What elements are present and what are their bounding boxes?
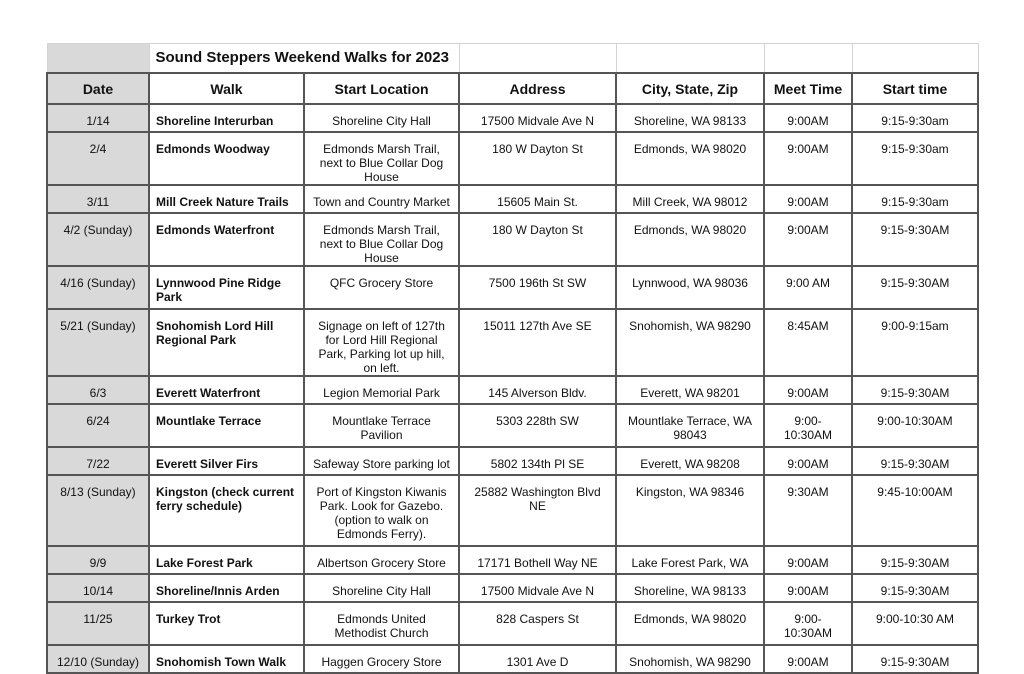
city-cell: Mill Creek, WA 98012: [616, 185, 764, 213]
table-row: [47, 266, 978, 309]
location-cell: Edmonds Marsh Trail, next to Blue Collar Dog House: [304, 132, 459, 185]
date-cell: 10/14: [47, 574, 149, 602]
table-row: [47, 132, 978, 185]
meet-time-cell: 9:00AM: [764, 185, 852, 213]
walk-cell: Lake Forest Park: [149, 546, 304, 574]
meet-time-cell: 9:00AM: [764, 546, 852, 574]
start-time-cell: 9:15-9:30AM: [852, 376, 978, 404]
table-row: [47, 645, 978, 673]
table-row: [47, 309, 978, 376]
walk-cell: Everett Silver Firs: [149, 447, 304, 475]
address-cell: 1301 Ave D: [459, 645, 616, 673]
city-cell: Kingston, WA 98346: [616, 475, 764, 546]
walk-cell: Mountlake Terrace: [149, 404, 304, 447]
title-blank-cell: [47, 44, 149, 74]
header-date: Date: [47, 73, 149, 104]
table-row: [47, 404, 978, 447]
title-blank-cell: [459, 44, 616, 74]
start-time-cell: 9:15-9:30AM: [852, 266, 978, 309]
location-cell: QFC Grocery Store: [304, 266, 459, 309]
address-cell: 5303 228th SW: [459, 404, 616, 447]
table-row: [47, 104, 978, 132]
date-cell: 11/25: [47, 602, 149, 645]
city-cell: Edmonds, WA 98020: [616, 213, 764, 266]
start-time-cell: 9:15-9:30AM: [852, 645, 978, 673]
walk-cell: Turkey Trot: [149, 602, 304, 645]
date-cell: 3/11: [47, 185, 149, 213]
city-cell: Edmonds, WA 98020: [616, 132, 764, 185]
address-cell: 180 W Dayton St: [459, 213, 616, 266]
title-blank-cell: [852, 44, 978, 74]
meet-time-cell: 9:00AM: [764, 213, 852, 266]
city-cell: Lake Forest Park, WA: [616, 546, 764, 574]
meet-time-cell: 9:00AM: [764, 574, 852, 602]
table-row: [47, 213, 978, 266]
walk-cell: Mill Creek Nature Trails: [149, 185, 304, 213]
meet-time-cell: 9:00AM: [764, 447, 852, 475]
city-cell: Edmonds, WA 98020: [616, 602, 764, 645]
date-cell: 6/3: [47, 376, 149, 404]
schedule-sheet: [46, 43, 977, 674]
address-cell: 25882 Washington Blvd NE: [459, 475, 616, 546]
date-cell: 5/21 (Sunday): [47, 309, 149, 376]
table-row: [47, 447, 978, 475]
location-cell: Edmonds Marsh Trail, next to Blue Collar Dog House: [304, 213, 459, 266]
location-cell: Shoreline City Hall: [304, 104, 459, 132]
page-title: Sound Steppers Weekend Walks for 2023: [149, 44, 459, 74]
meet-time-cell: 9:30AM: [764, 475, 852, 546]
location-cell: Town and Country Market: [304, 185, 459, 213]
address-cell: 17500 Midvale Ave N: [459, 104, 616, 132]
table-row: [47, 574, 978, 602]
location-cell: Shoreline City Hall: [304, 574, 459, 602]
walk-cell: Lynnwood Pine Ridge Park: [149, 266, 304, 309]
table-row: [47, 376, 978, 404]
location-cell: Legion Memorial Park: [304, 376, 459, 404]
meet-time-cell: 9:00AM: [764, 645, 852, 673]
city-cell: Snohomish, WA 98290: [616, 645, 764, 673]
header-meet-time: Meet Time: [764, 73, 852, 104]
table-row: [47, 185, 978, 213]
table-row: [47, 475, 978, 546]
header-row: [47, 73, 978, 104]
start-time-cell: 9:15-9:30AM: [852, 447, 978, 475]
table-row: [47, 602, 978, 645]
header-city-state-zip: City, State, Zip: [616, 73, 764, 104]
address-cell: 180 W Dayton St: [459, 132, 616, 185]
header-start-time: Start time: [852, 73, 978, 104]
date-cell: 12/10 (Sunday): [47, 645, 149, 673]
meet-time-cell: 9:00-10:30AM: [764, 602, 852, 645]
start-time-cell: 9:15-9:30AM: [852, 574, 978, 602]
city-cell: Snohomish, WA 98290: [616, 309, 764, 376]
address-cell: 15011 127th Ave SE: [459, 309, 616, 376]
title-blank-cell: [764, 44, 852, 74]
title-blank-cell: [616, 44, 764, 74]
start-time-cell: 9:15-9:30AM: [852, 546, 978, 574]
address-cell: 5802 134th Pl SE: [459, 447, 616, 475]
meet-time-cell: 9:00AM: [764, 104, 852, 132]
address-cell: 7500 196th St SW: [459, 266, 616, 309]
start-time-cell: 9:15-9:30am: [852, 104, 978, 132]
city-cell: Lynnwood, WA 98036: [616, 266, 764, 309]
location-cell: Signage on left of 127th for Lord Hill Regional Park, Parking lot up hill, on left.: [304, 309, 459, 376]
address-cell: 15605 Main St.: [459, 185, 616, 213]
date-cell: 8/13 (Sunday): [47, 475, 149, 546]
start-time-cell: 9:00-10:30AM: [852, 404, 978, 447]
walk-cell: Edmonds Woodway: [149, 132, 304, 185]
start-time-cell: 9:00-10:30 AM: [852, 602, 978, 645]
city-cell: Shoreline, WA 98133: [616, 104, 764, 132]
location-cell: Safeway Store parking lot: [304, 447, 459, 475]
date-cell: 2/4: [47, 132, 149, 185]
walk-cell: Everett Waterfront: [149, 376, 304, 404]
date-cell: 7/22: [47, 447, 149, 475]
walk-cell: Shoreline Interurban: [149, 104, 304, 132]
address-cell: 17500 Midvale Ave N: [459, 574, 616, 602]
meet-time-cell: 9:00 AM: [764, 266, 852, 309]
header-address: Address: [459, 73, 616, 104]
meet-time-cell: 9:00-10:30AM: [764, 404, 852, 447]
table-row: [47, 546, 978, 574]
location-cell: Edmonds United Methodist Church: [304, 602, 459, 645]
location-cell: Haggen Grocery Store: [304, 645, 459, 673]
start-time-cell: 9:00-9:15am: [852, 309, 978, 376]
date-cell: 1/14: [47, 104, 149, 132]
walk-cell: Kingston (check current ferry schedule): [149, 475, 304, 546]
walk-cell: Snohomish Town Walk: [149, 645, 304, 673]
start-time-cell: 9:15-9:30am: [852, 185, 978, 213]
city-cell: Mountlake Terrace, WA 98043: [616, 404, 764, 447]
location-cell: Mountlake Terrace Pavilion: [304, 404, 459, 447]
address-cell: 17171 Bothell Way NE: [459, 546, 616, 574]
start-time-cell: 9:45-10:00AM: [852, 475, 978, 546]
location-cell: Albertson Grocery Store: [304, 546, 459, 574]
title-row: [47, 44, 978, 74]
walks-table: [46, 43, 979, 674]
location-cell: Port of Kingston Kiwanis Park. Look for Gazebo. (option to walk on Edmonds Ferry).: [304, 475, 459, 546]
header-start-location: Start Location: [304, 73, 459, 104]
date-cell: 6/24: [47, 404, 149, 447]
address-cell: 145 Alverson Bldv.: [459, 376, 616, 404]
meet-time-cell: 9:00AM: [764, 376, 852, 404]
meet-time-cell: 9:00AM: [764, 132, 852, 185]
walk-cell: Snohomish Lord Hill Regional Park: [149, 309, 304, 376]
meet-time-cell: 8:45AM: [764, 309, 852, 376]
address-cell: 828 Caspers St: [459, 602, 616, 645]
walk-cell: Shoreline/Innis Arden: [149, 574, 304, 602]
header-walk: Walk: [149, 73, 304, 104]
date-cell: 4/16 (Sunday): [47, 266, 149, 309]
city-cell: Everett, WA 98208: [616, 447, 764, 475]
date-cell: 4/2 (Sunday): [47, 213, 149, 266]
city-cell: Everett, WA 98201: [616, 376, 764, 404]
start-time-cell: 9:15-9:30am: [852, 132, 978, 185]
walk-cell: Edmonds Waterfront: [149, 213, 304, 266]
date-cell: 9/9: [47, 546, 149, 574]
start-time-cell: 9:15-9:30AM: [852, 213, 978, 266]
city-cell: Shoreline, WA 98133: [616, 574, 764, 602]
